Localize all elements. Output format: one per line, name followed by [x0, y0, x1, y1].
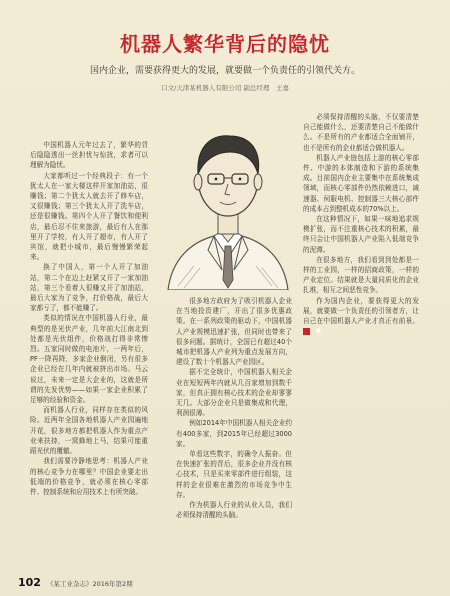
paragraph: 作为机器人行业的从业人员，我们必须保持清醒的头脑。: [176, 501, 292, 520]
paragraph: 在这种情况下，如果一味地追求规模扩张，而不注重核心技术的积累，最终只会让中国机器人产业陷入低端竞争的泥潭。: [303, 215, 419, 254]
paragraph: 很多地方政府为了吸引机器人企业在当地投资建厂，开出了很多优惠政策。在一系列政策的驱动下，中国机器人产业规模迅速扩张，但同时也带来了很多问题。据统计，全国已有超过40个城市把机器人产业列为重点发展方向，建设了数十个机器人产业园区。: [176, 297, 292, 367]
article-subtitle: 国内企业，需要获得更大的发展，就要做一个负责任的引领代关方。: [89, 66, 360, 76]
paragraph: 大家都听过一个经典段子：有一个犹太人在一家大楼这样开家加油站，很赚钱；第二个犹太人就去开了修车店，又很赚钱；第三个犹太人开了洗车店，还是很赚钱。第四个人开了餐饮和便利店，最后忍不住来旅游，最后有人在那里开了学校，有人开了超市，有人开了宾馆，就把小城市，最后慢慢繁荣起来。: [30, 171, 148, 262]
paragraph: 而机器人行业，同样存在类似的风险。近两年全国各地机器人产业园遍地开花，很多地方都把机器人作为重点产业来扶持，一窝蜂地上马，结果可能重蹈光伏的覆辙。: [30, 406, 148, 456]
article-title: 机器人繁华背后的隐忧: [120, 32, 330, 56]
text-column-left: [30, 140, 148, 560]
page-footer: [18, 576, 133, 589]
article-end-mark-icon: ■: [303, 328, 310, 335]
article-header: [0, 28, 450, 92]
paragraph: 我们需要冷静地思考：机器人产业的核心竞争力在哪里？中国企业要走出低端的价格竞争，就必须在核心零部件、控制系统和应用技术上有所突破。: [30, 457, 148, 496]
author-portrait-illustration: [158, 90, 298, 290]
paragraph: 中国机器人元年过去了，繁华的背后隐隐透出一丝担忧与惊扰，求者可以理解为隐忧。: [30, 141, 148, 170]
page-number: 102: [18, 576, 41, 589]
paragraph: 据不完全统计，中国机器人相关企业在短短两年内就从几百家增加到数千家，但真正拥有核心技术的企业却寥寥无几。大部分企业只是做集成和代理，利润很薄。: [176, 368, 292, 418]
paragraph: 类似的情况在中国机器人行业，最典型的是光伏产业，几年前大江南北到处都是光伏组件，价格战打得非常惨烈。五家同时做的电池片，一两年后，PF一降再降，多家企业倒闭，另有很多企业已经在几年内就被挤出市场。马云说过，未来一定是大企业的，这就是所谓的先发优势——如果一家企业积累了足够的经验和资金。: [30, 314, 148, 405]
paragraph: 在很多地方，我们看到到处都是一样的工业园，一样的招商政策，一样的产业定位。结果就是大量同质化的企业扎堆，相互之间恶性竞争。: [303, 255, 419, 295]
paragraph: 机器人产业链包括上游的核心零部件、中游的本体制造和下游的系统集成。目前国内企业主要集中在系统集成领域，而核心零部件仍然依赖进口，减速器、伺服电机、控制器三大核心部件的成本占到整机成本的70%以上。: [303, 153, 419, 213]
paragraph: 换了中国人，第一个人开了加油站，第二个在边上赶紧又开了一家加油站，第三个看着人很赚又开了加油站，最后大家为了竞争，打价格战，最后大家都亏了，都不能赚了。: [30, 263, 148, 313]
text-column-middle: [176, 296, 292, 561]
text-column-right: [303, 112, 419, 560]
paragraph: [303, 296, 419, 337]
paragraph: 例如2014年中国机器人相关企业约有400多家，到2015年已经超过3000家。: [176, 419, 292, 448]
paragraph-text: 作为国内企业，要获得更大的发展，就要做一个负责任的引领者方，让自己在中国机器人产业才真正有前景。: [303, 296, 419, 326]
paragraph: 单看这些数字，的确令人振奋。但在快速扩张的背后，很多企业并没有核心技术，只是买来零部件进行组装，这样的企业很难在激烈的市场竞争中生存。: [176, 450, 292, 499]
magazine-issue: 《某工业杂志》2016年第2期: [46, 580, 133, 588]
paragraph: 必须保持清醒的头脑，不仅要清楚自己能做什么，还要清楚自己不能做什么。不是所有的产业都适合全面铺开，也不是所有的企业都适合做机器人。: [303, 113, 419, 152]
article-byline: 口文/天津某机器人有限公司 副总经理 王嘉: [161, 84, 289, 92]
